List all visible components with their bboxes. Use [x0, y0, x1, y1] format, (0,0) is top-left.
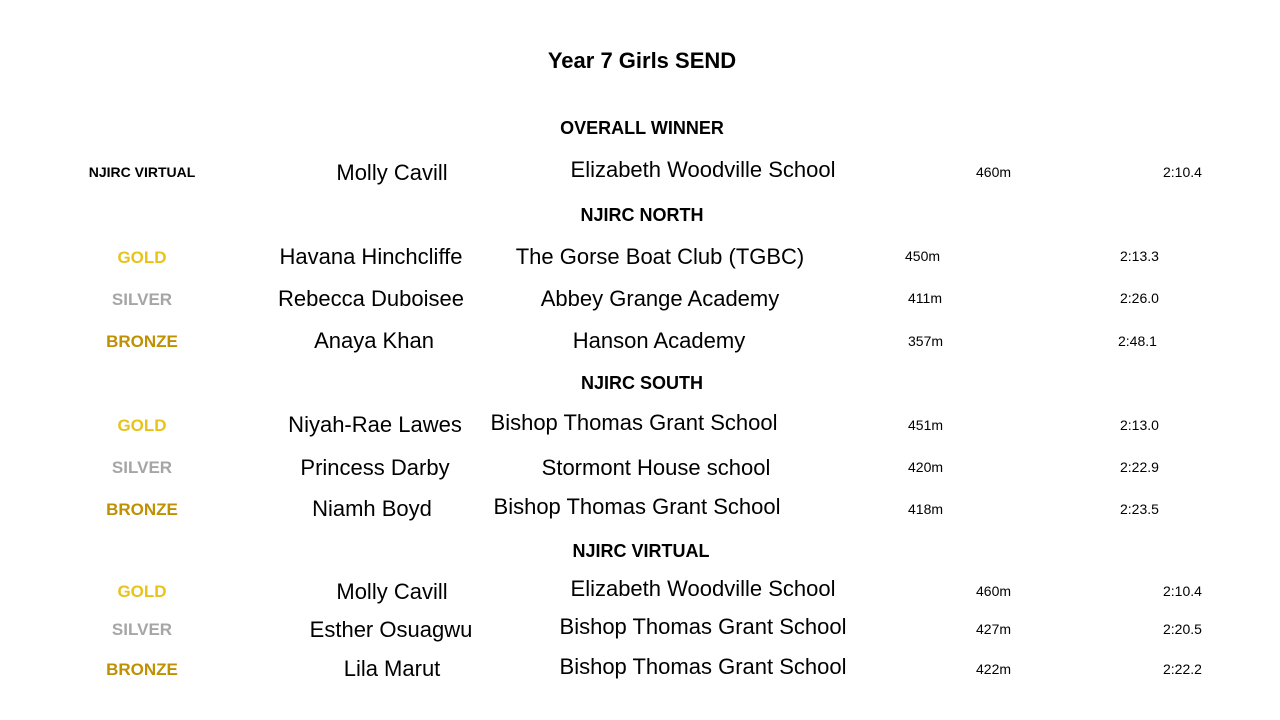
overall-school: Elizabeth Woodville School — [570, 157, 836, 182]
medal-silver: SILVER — [111, 290, 173, 309]
athlete-name: Princess Darby — [300, 455, 450, 480]
medal-gold: GOLD — [117, 416, 167, 435]
section-heading-virtual: NJIRC VIRTUAL — [572, 541, 710, 561]
medal-gold: GOLD — [117, 248, 167, 267]
time: 2:48.1 — [1118, 333, 1157, 349]
distance: 427m — [976, 621, 1012, 637]
school-name: Hanson Academy — [572, 328, 746, 353]
time: 2:10.4 — [1163, 583, 1202, 599]
school-name: Bishop Thomas Grant School — [490, 410, 778, 435]
time: 2:26.0 — [1120, 290, 1159, 306]
medal-silver: SILVER — [111, 458, 173, 477]
page-title: Year 7 Girls SEND — [547, 48, 737, 73]
distance: 460m — [976, 583, 1012, 599]
medal-gold: GOLD — [117, 582, 167, 601]
school-name: The Gorse Boat Club (TGBC) — [515, 244, 805, 269]
athlete-name: Rebecca Duboisee — [278, 286, 464, 311]
medal-bronze: BRONZE — [106, 332, 178, 351]
section-heading-overall: OVERALL WINNER — [560, 118, 724, 138]
athlete-name: Niyah-Rae Lawes — [288, 412, 462, 437]
athlete-name: Havana Hinchcliffe — [279, 244, 463, 269]
time: 2:22.9 — [1120, 459, 1159, 475]
overall-distance: 460m — [976, 164, 1012, 180]
distance: 422m — [976, 661, 1012, 677]
athlete-name: Molly Cavill — [336, 579, 448, 604]
time: 2:13.3 — [1120, 248, 1159, 264]
overall-time: 2:10.4 — [1163, 164, 1202, 180]
medal-silver: SILVER — [111, 620, 173, 639]
distance: 411m — [908, 290, 942, 306]
athlete-name: Esther Osuagwu — [309, 617, 473, 642]
distance: 450m — [905, 248, 941, 264]
overall-region-tag: NJIRC VIRTUAL — [88, 164, 196, 180]
athlete-name: Niamh Boyd — [312, 496, 432, 521]
school-name: Bishop Thomas Grant School — [559, 654, 847, 679]
athlete-name: Lila Marut — [343, 656, 441, 681]
medal-bronze: BRONZE — [106, 500, 178, 519]
time: 2:22.2 — [1163, 661, 1202, 677]
school-name: Abbey Grange Academy — [540, 286, 780, 311]
school-name: Bishop Thomas Grant School — [559, 614, 847, 639]
distance: 451m — [908, 417, 944, 433]
school-name: Bishop Thomas Grant School — [493, 494, 781, 519]
overall-name: Molly Cavill — [336, 160, 448, 185]
school-name: Stormont House school — [541, 455, 771, 480]
distance: 420m — [908, 459, 944, 475]
time: 2:20.5 — [1163, 621, 1202, 637]
section-heading-south: NJIRC SOUTH — [580, 373, 704, 393]
medal-bronze: BRONZE — [106, 660, 178, 679]
athlete-name: Anaya Khan — [314, 328, 434, 353]
school-name: Elizabeth Woodville School — [570, 576, 836, 601]
distance: 357m — [908, 333, 944, 349]
section-heading-north: NJIRC NORTH — [580, 205, 704, 225]
time: 2:23.5 — [1120, 501, 1159, 517]
time: 2:13.0 — [1120, 417, 1159, 433]
distance: 418m — [908, 501, 944, 517]
